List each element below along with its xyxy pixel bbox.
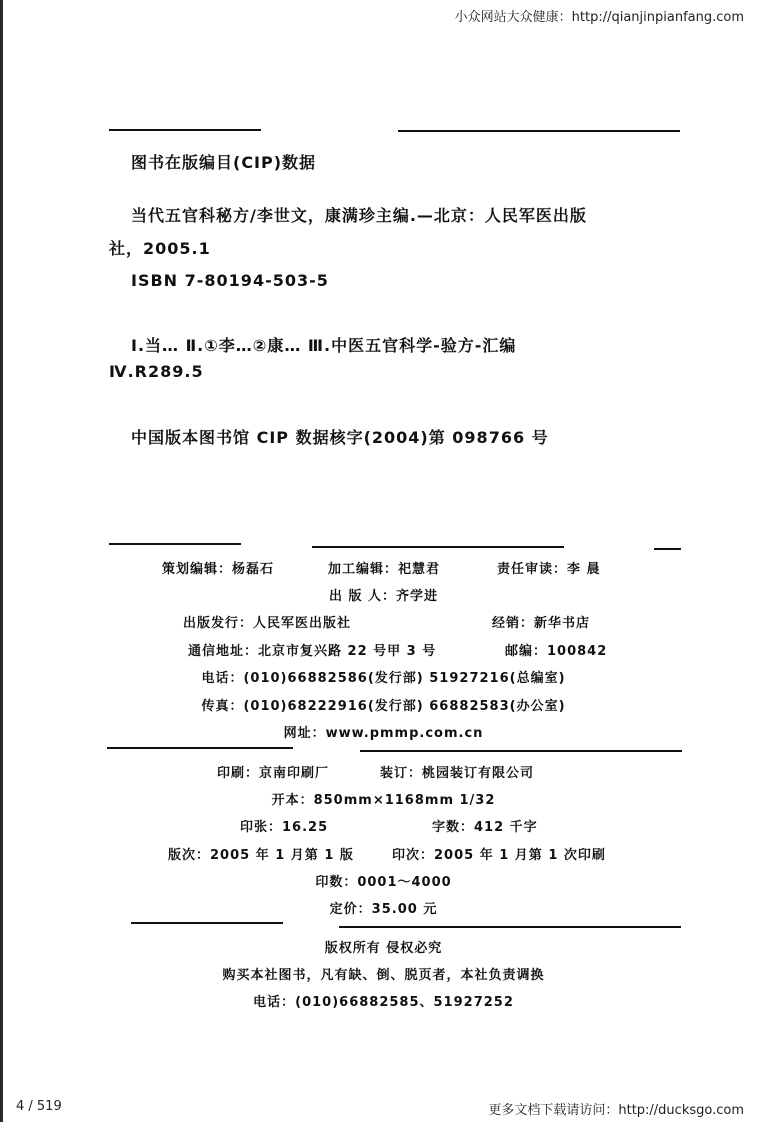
cip-title: 图书在版编目(CIP)数据	[131, 153, 317, 172]
divider	[109, 543, 241, 545]
copyright-title: 版权所有 侵权必究	[324, 941, 443, 956]
planning-editor: 策划编辑：杨磊石	[162, 562, 275, 577]
publisher: 出版发行：人民军医出版社	[183, 616, 352, 631]
publisher-person: 出 版 人：齐学进	[328, 589, 439, 604]
word-count: 字数：412 千字	[432, 820, 538, 835]
processing-editor: 加工编辑：祀慧君	[328, 562, 441, 577]
copyright-notice: 购买本社图书，凡有缺、倒、脱页者，本社负责调换	[222, 968, 545, 983]
cip-line-2: 社，2005.1	[109, 239, 211, 258]
printing: 印次：2005 年 1 月第 1 次印刷	[392, 848, 606, 863]
address: 通信地址：北京市复兴路 22 号甲 3 号	[188, 644, 437, 659]
cip-subject-line-1: Ⅰ.当… Ⅱ.①李…②康… Ⅲ.中医五官科学-验方-汇编	[131, 336, 517, 355]
divider	[654, 548, 681, 550]
print-run: 印数：0001～4000	[315, 875, 452, 890]
divider	[339, 926, 681, 928]
phone: 电话：(010)66882586(发行部) 51927216(总编室)	[201, 671, 566, 686]
distributor: 经销：新华书店	[492, 616, 591, 631]
copyright-phone: 电话：(010)66882585、51927252	[253, 995, 514, 1010]
divider	[398, 130, 680, 132]
format: 开本：850mm×1168mm 1/32	[271, 793, 496, 808]
postcode: 邮编：100842	[505, 644, 608, 659]
website: 网址：www.pmmp.com.cn	[283, 726, 484, 741]
header-site-note: 小众网站大众健康：http://qianjinpianfang.com	[454, 10, 744, 25]
fax: 传真：(010)68222916(发行部) 66882583(办公室)	[201, 699, 566, 714]
cip-line-1: 当代五官科秘方/李世文，康满珍主编.—北京：人民军医出版	[131, 206, 587, 225]
sheets: 印张：16.25	[240, 820, 329, 835]
cip-subject-line-2: Ⅳ.R289.5	[109, 362, 204, 381]
divider	[312, 546, 564, 548]
reviewer: 责任审读：李 晨	[497, 562, 601, 577]
divider	[107, 747, 293, 749]
page-indicator: 4 / 519	[16, 1099, 62, 1114]
printer: 印刷：京南印刷厂	[217, 766, 330, 781]
divider	[360, 750, 682, 752]
price: 定价：35.00 元	[329, 902, 438, 917]
footer-site-note: 更多文档下载请访问：http://ducksgo.com	[488, 1103, 744, 1118]
divider	[109, 129, 261, 131]
cip-isbn: ISBN 7-80194-503-5	[131, 271, 329, 290]
divider	[131, 922, 283, 924]
edition: 版次：2005 年 1 月第 1 版	[168, 848, 354, 863]
binder: 装订：桃园装订有限公司	[380, 766, 535, 781]
cip-number: 中国版本图书馆 CIP 数据核字(2004)第 098766 号	[131, 428, 549, 447]
